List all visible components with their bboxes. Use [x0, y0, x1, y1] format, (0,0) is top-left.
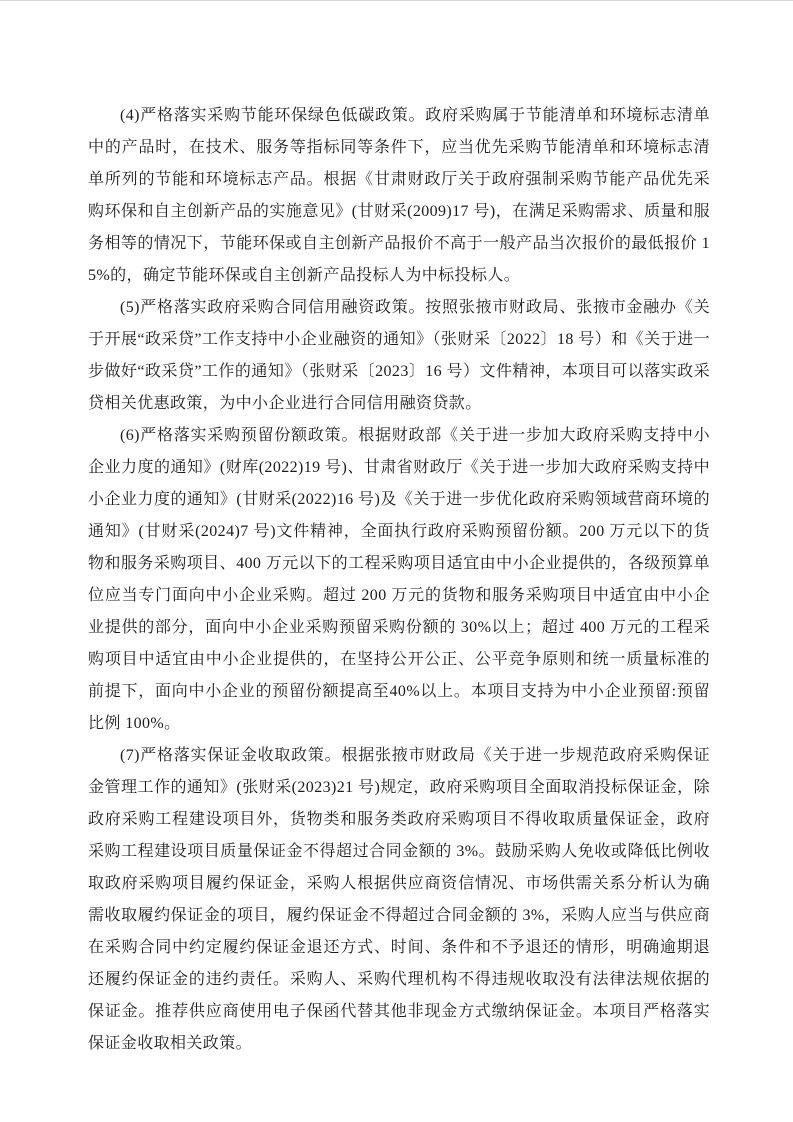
paragraph-policy-deposit-collection: (7)严格落实保证金收取政策。根据张掖市财政局《关于进一步规范政府采购保证金管理工作的通知》(张财采(2023)21 号)规定，政府采购项目全面取消投标保证金，除政府采购工程建设项目外，货物类和服务类政府采购项目不得收取质量保证金，政府采购工程建设项目质量保证金不得超过合同金额的 3%。鼓励采购人免收或降低比例收取政府采购项目履约保证金，采购人根据供应商资信情况、市场供需关系分析认为确需收取履约保证金的项目，履约保证金不得超过合同金额的 3%，采购人应当与供应商在采购合同中约定履约保证金退还方式、时间、条件和不予退还的情形，明确逾期退还履约保证金的违约责任。采购人、采购代理机构不得违规收取没有法律法规依据的保证金。推荐供应商使用电子保函代替其他非现金方式缴纳保证金。本项目严格落实保证金收取相关政策。: [88, 747, 710, 1052]
paragraph-policy-contract-credit-financing: (5)严格落实政府采购合同信用融资政策。按照张掖市财政局、张掖市金融办《关于开展“政采贷”工作支持中小企业融资的通知》（张财采〔2022〕18 号）和《关于进一步做好“政采贷”工作的通知》（张财采〔2023〕16 号）文件精神，本项目可以落实政采贷相关优惠政策，为中小企业进行合同信用融资贷款。: [88, 299, 710, 412]
document-body: [88, 100, 710, 1060]
paragraph-policy-reserved-share: (6)严格落实采购预留份额政策。根据财政部《关于进一步加大政府采购支持中小企业力度的通知》(财库(2022)19 号)、甘肃省财政厅《关于进一步加大政府采购支持中小企业力度的通知》(甘财采(2022)16 号)及《关于进一步优化政府采购领域营商环境的通知》(甘财采(2024)7 号)文件精神，全面执行政府采购预留份额。200 万元以下的货物和服务采购项目、400 万元以下的工程采购项目适宜由中小企业提供的，各级预算单位应当专门面向中小企业采购。超过 200 万元的货物和服务采购项目中适宜由中小企业提供的部分，面向中小企业采购预留采购份额的 30%以上；超过 400 万元的工程采购项目中适宜由中小企业提供的，在坚持公开公正、公平竞争原则和统一质量标准的前提下，面向中小企业的预留份额提高至40%以上。本项目支持为中小企业预留:预留比例 100%。: [88, 427, 710, 732]
paragraph-policy-energy-saving: (4)严格落实采购节能环保绿色低碳政策。政府采购属于节能清单和环境标志清单中的产品时，在技术、服务等指标同等条件下，应当优先采购节能清单和环境标志清单所列的节能和环境标志产品。根据《甘肃财政厅关于政府强制采购节能产品优先采购环保和自主创新产品的实施意见》(甘财采(2009)17 号)，在满足采购需求、质量和服务相等的情况下，节能环保或自主创新产品报价不高于一般产品当次报价的最低报价 15%的，确定节能环保或自主创新产品投标人为中标投标人。: [88, 107, 710, 284]
